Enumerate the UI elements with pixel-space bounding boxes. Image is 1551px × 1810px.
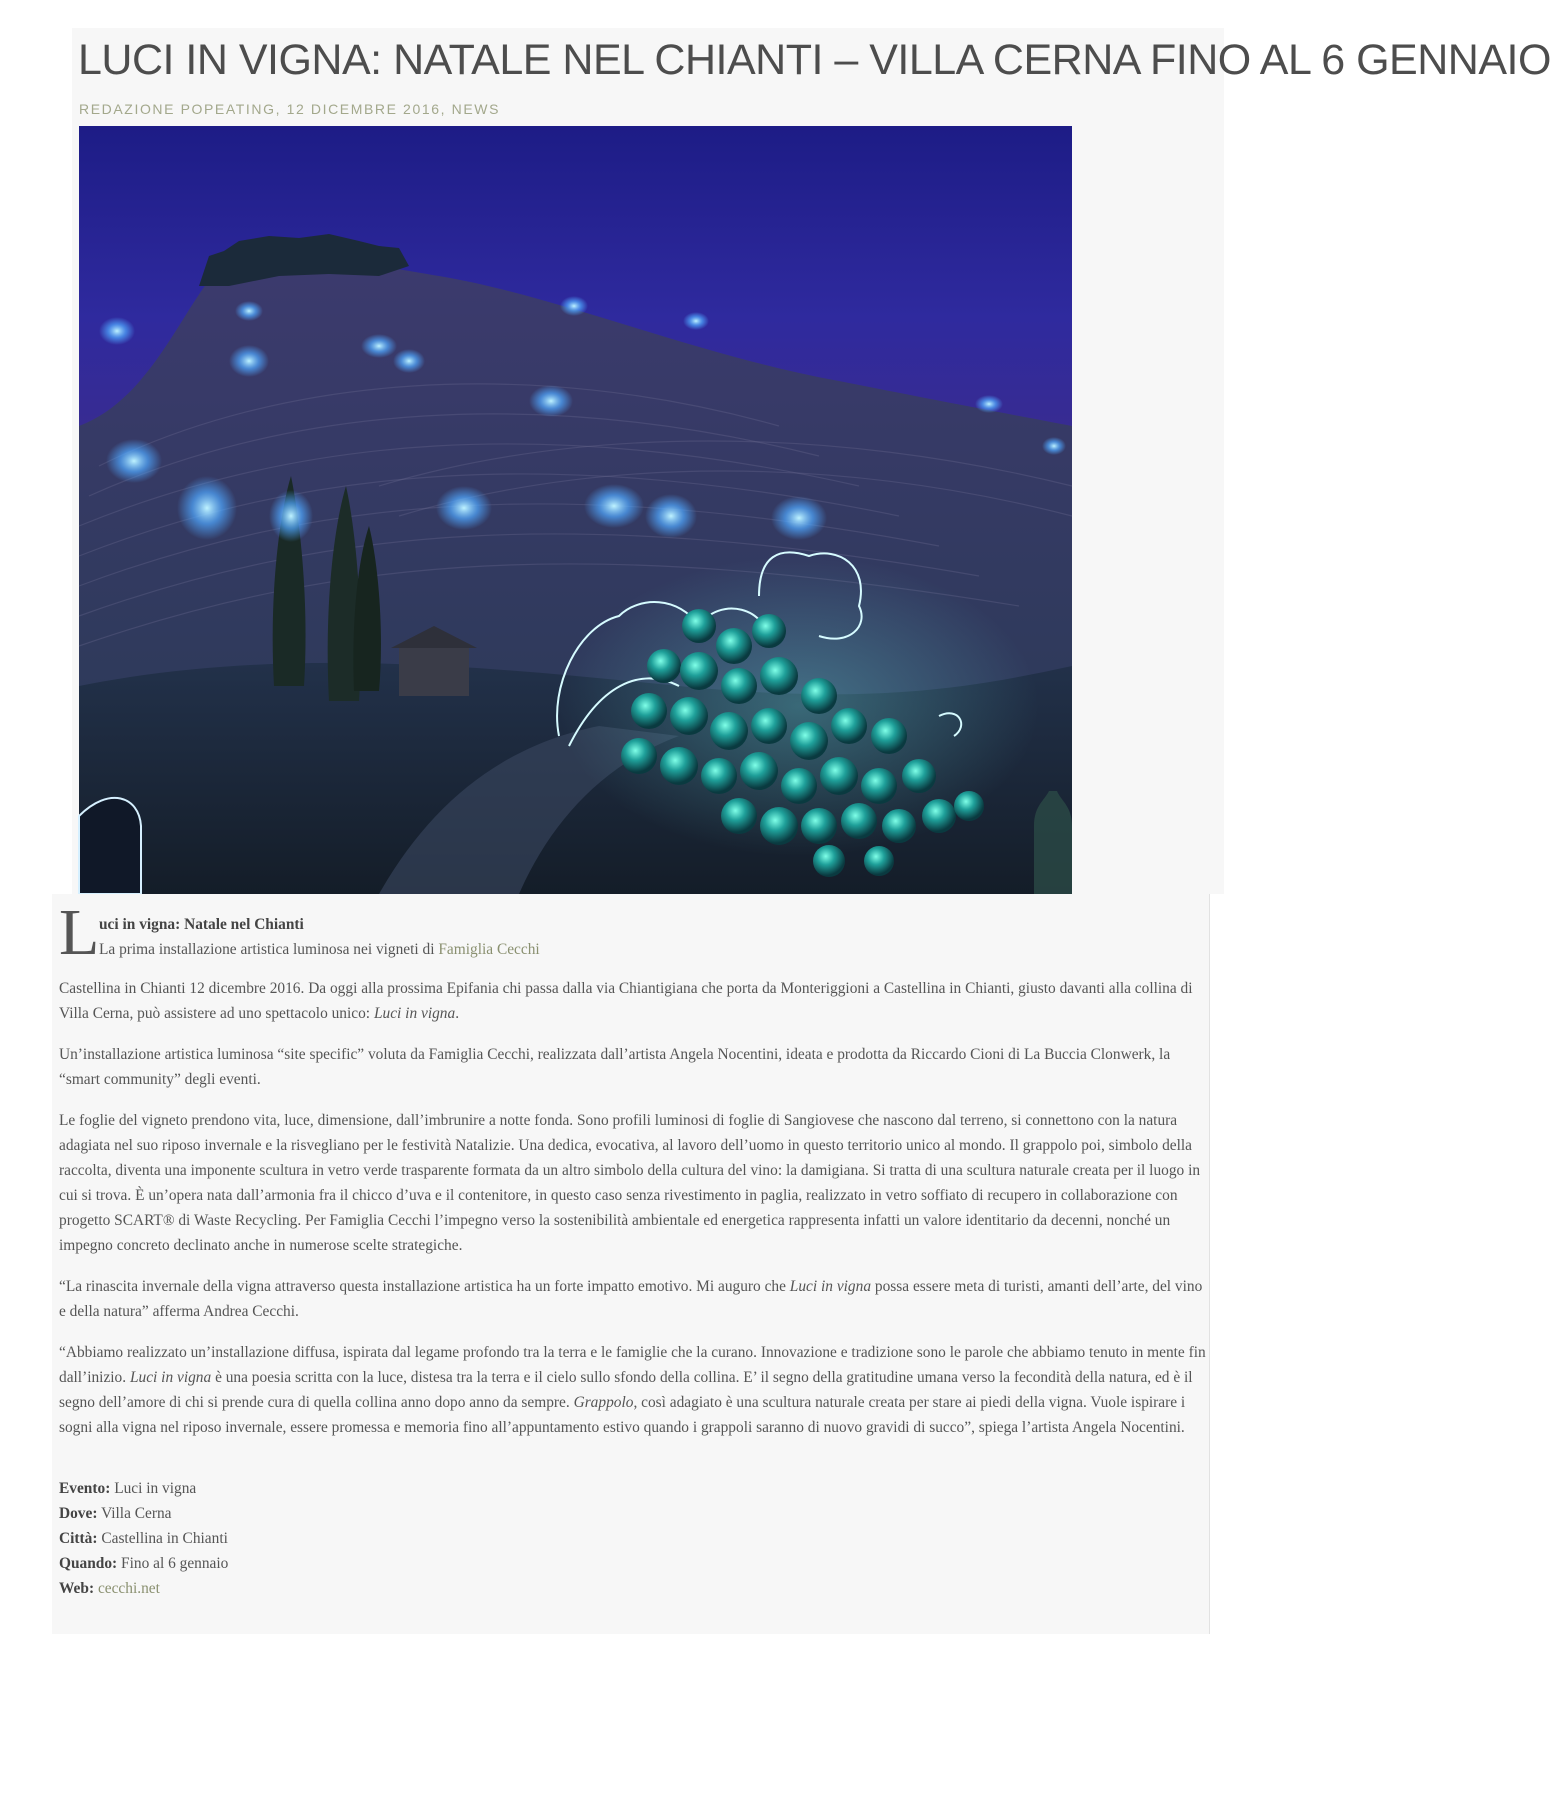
detail-dove: Dove: Villa Cerna [59, 1505, 172, 1522]
detail-quando: Quando: Fino al 6 gennaio [59, 1555, 229, 1572]
article-intro [59, 896, 1206, 969]
author-link[interactable]: REDAZIONE POPEATING [79, 101, 276, 117]
intro-title: uci in vigna: Natale nel Chianti [99, 916, 304, 933]
detail-evento: Evento: Luci in vigna [59, 1480, 197, 1497]
hero-image [79, 126, 1072, 894]
intro-subtitle: La prima installazione artistica luminosa nei vigneti di Famiglia Cecchi [99, 941, 540, 958]
paragraph-5: “Abbiamo realizzato un’installazione diffusa, ispirata dal legame profondo tra la terra e le famiglie che la curano. Innovazione e tradizione sono le parole che abbiamo tenuto in mente fin dall’inizio. Luci in vigna è una poesia scritta con la luce, distesa tra la terra e il cielo sullo sfondo della collina. E’ il segno della gratitudine umana verso la fecondità della natura, ed è il segno dell’amore di chi si prende cura di quella collina anno dopo anno da sempre. Grappolo, così adagiato è una scultura naturale creata per stare ai piedi della vigna. Vuole ispirare i sogni alla vigna nel riposo invernale, essere promessa e memoria fino all’appuntamento estivo quando i grappoli saranno di nuovo gravidi di succo”, spiega l’artista Angela Nocentini. [59, 1344, 1206, 1436]
paragraph-2: Un’installazione artistica luminosa “site specific” voluta da Famiglia Cecchi, realizzata dall’artista Angela Nocentini, ideata e prodotta da Riccardo Cioni di La Buccia Clonwerk, la “smart community” degli eventi. [59, 1046, 1171, 1088]
paragraph-3: Le foglie del vigneto prendono vita, luce, dimensione, dall’imbrunire a notte fonda. Sono profili luminosi di foglie di Sangiovese che nascono dal terreno, si connettono con la natura adagiata nel suo riposo invernale e la risvegliano per le festività Natalizie. Una dedica, evocativa, al lavoro dell’uomo in questo territorio unico al mondo. Il grappolo poi, simbolo della raccolta, diventa una imponente scultura in vetro verde trasparente formata da un altro simbolo della cultura del vino: la damigiana. Si tratta di una scultura naturale creata per il luogo in cui si trova. È un’opera nata dall’armonia fra il chicco d’uva e il contenitore, in questo caso senza rivestimento in paglia, realizzato in vetro soffiato di recupero in collaborazione con progetto SCART® di Waste Recycling. Per Famiglia Cecchi l’impegno verso la sostenibilità ambientale ed energetica rappresenta infatti un valore identitario da decenni, nonché un impegno concreto declinato anche in numerose scelte strategiche. [59, 1112, 1201, 1254]
article-meta: REDAZIONE POPEATING, 12 DICEMBRE 2016, NEWS [79, 101, 501, 117]
date-link[interactable]: 12 DICEMBRE 2016 [286, 101, 441, 117]
article-content [59, 896, 1206, 1601]
drop-cap: L [59, 896, 100, 969]
paragraph-4: “La rinascita invernale della vigna attraverso questa installazione artistica ha un forte impatto emotivo. Mi auguro che Luci in vigna possa essere meta di turisti, amanti dell’arte, del vino e della natura” afferma Andrea Cecchi. [59, 1278, 1203, 1320]
web-link[interactable]: cecchi.net [97, 1580, 160, 1597]
event-details [59, 1476, 1206, 1601]
detail-web: Web: cecchi.net [59, 1580, 160, 1597]
famiglia-cecchi-link[interactable]: Famiglia Cecchi [438, 941, 540, 958]
article-title: LUCI IN VIGNA: NATALE NEL CHIANTI – VILLA CERNA FINO AL 6 GENNAIO [78, 36, 1551, 84]
detail-citta: Città: Castellina in Chianti [59, 1530, 228, 1547]
paragraph-1: Castellina in Chianti 12 dicembre 2016. Da oggi alla prossima Epifania chi passa dalla via Chiantigiana che porta da Monteriggioni a Castellina in Chianti, giusto davanti alla collina di Villa Cerna, può assistere ad uno spettacolo unico: Luci in vigna. [59, 980, 1193, 1022]
category-link[interactable]: NEWS [451, 101, 501, 117]
